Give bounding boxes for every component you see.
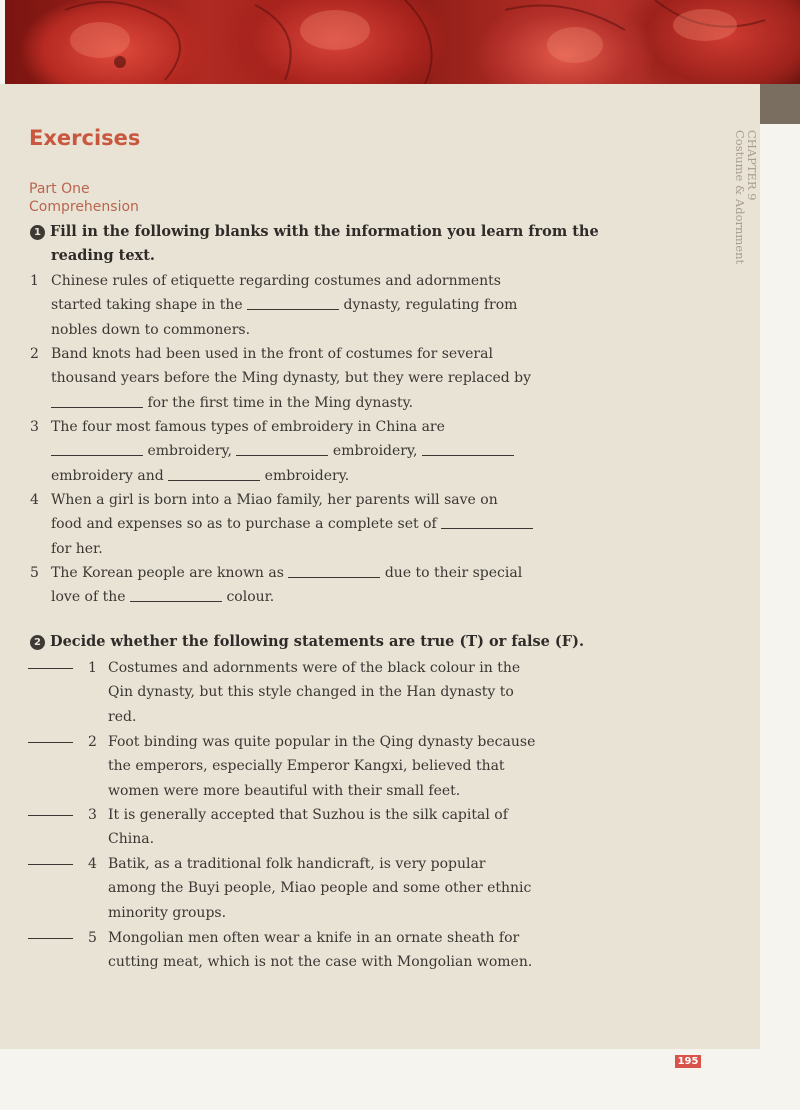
lantern-pattern	[5, 0, 800, 84]
part-subtitle: Comprehension	[29, 199, 139, 215]
item-text: embroidery,	[143, 443, 237, 460]
item-text: embroidery,	[328, 443, 422, 460]
margin-strip	[760, 84, 800, 124]
item-line	[30, 415, 530, 439]
item-text: dynasty, regulating from	[339, 297, 518, 314]
item-line	[30, 585, 530, 609]
tf-answer-blank[interactable]	[28, 938, 73, 939]
q1-marker-icon: 1	[30, 225, 45, 240]
item-number: 3	[30, 419, 39, 435]
answer-blank[interactable]	[441, 514, 533, 529]
tf-answer-blank[interactable]	[28, 864, 73, 865]
statement-line: among the Buyi people, Miao people and some other ethnic	[108, 880, 532, 897]
statement-line: the emperors, especially Emperor Kangxi, believed that	[108, 758, 505, 775]
part-name: Part One	[29, 181, 90, 197]
item-text: Band knots had been used in the front of costumes for several	[51, 346, 493, 362]
item-line	[30, 464, 530, 488]
tf-item	[28, 926, 548, 975]
item-number: 5	[88, 930, 97, 946]
fill-in-item	[30, 269, 530, 342]
item-text: embroidery and	[51, 467, 169, 484]
item-text: for the first time in the Ming dynasty.	[143, 394, 414, 411]
answer-blank[interactable]	[130, 587, 222, 602]
q2-marker-icon: 2	[30, 635, 45, 650]
answer-blank[interactable]	[288, 563, 380, 578]
answer-blank[interactable]	[51, 441, 143, 456]
item-text: Chinese rules of etiquette regarding costumes and adornments	[51, 273, 501, 289]
item-line	[30, 366, 530, 390]
header-photo	[5, 0, 800, 84]
statement-line: minority groups.	[108, 904, 227, 921]
item-number: 2	[88, 734, 97, 750]
item-line	[30, 561, 530, 585]
tf-item	[28, 852, 548, 925]
answer-blank[interactable]	[422, 441, 514, 456]
tf-answer-blank[interactable]	[28, 815, 73, 816]
statement-line: Foot binding was quite popular in the Qing dynasty because	[108, 734, 536, 750]
item-text: due to their special	[380, 565, 523, 581]
q1-heading-line2: reading text.	[51, 247, 155, 264]
answer-blank[interactable]	[247, 295, 339, 310]
item-line	[30, 342, 530, 366]
item-text: food and expenses so as to purchase a complete set of	[51, 516, 442, 533]
fill-in-item	[30, 488, 530, 561]
item-line	[30, 439, 530, 463]
item-number: 2	[30, 346, 39, 362]
fill-in-item	[30, 415, 530, 488]
item-number: 5	[30, 565, 39, 581]
item-line	[30, 488, 530, 512]
statement-line: cutting meat, which is not the case with Mongolian women.	[108, 954, 533, 971]
answer-blank[interactable]	[51, 393, 143, 408]
item-line	[30, 293, 530, 317]
q2-heading-text: Decide whether the following statements are true (T) or false (F).	[50, 633, 585, 650]
item-text: colour.	[222, 589, 275, 606]
item-number: 4	[30, 492, 39, 508]
q1-heading-line1: Fill in the following blanks with the information you learn from the	[50, 223, 599, 240]
fill-in-item	[30, 561, 530, 610]
statement-line: Batik, as a traditional folk handicraft, is very popular	[108, 856, 486, 872]
q1-heading	[30, 220, 599, 268]
page-number: 195	[675, 1055, 701, 1068]
statement-line: It is generally accepted that Suzhou is the silk capital of	[108, 807, 508, 823]
q2-heading	[30, 630, 584, 654]
statement-line: Mongolian men often wear a knife in an ornate sheath for	[108, 930, 520, 946]
item-text: When a girl is born into a Miao family, her parents will save on	[51, 492, 498, 508]
statement-line: women were more beautiful with their small feet.	[108, 782, 461, 799]
item-line	[30, 537, 530, 561]
answer-blank[interactable]	[168, 466, 260, 481]
statement-line: Costumes and adornments were of the black colour in the	[108, 660, 521, 676]
item-number: 3	[88, 807, 97, 823]
item-text: nobles down to commoners.	[51, 321, 251, 338]
item-text: thousand years before the Ming dynasty, but they were replaced by	[51, 370, 532, 387]
tf-answer-blank[interactable]	[28, 668, 73, 669]
chapter-label: CHAPTER 9	[745, 130, 759, 201]
statement-line: red.	[108, 708, 137, 725]
page-title: Exercises	[29, 126, 141, 150]
item-line	[30, 318, 530, 342]
item-line	[30, 512, 530, 536]
chapter-title: Costume & Adornment	[733, 130, 747, 265]
item-text: started taking shape in the	[51, 297, 248, 314]
answer-blank[interactable]	[236, 441, 328, 456]
item-text: for her.	[51, 540, 103, 557]
item-text: The four most famous types of embroidery in China are	[51, 419, 445, 435]
tf-item	[28, 803, 548, 852]
running-head	[722, 130, 762, 270]
item-line	[30, 269, 530, 293]
item-number: 1	[30, 273, 39, 289]
tf-item	[28, 730, 548, 803]
statement-line: China.	[108, 831, 155, 848]
item-text: The Korean people are known as	[51, 565, 289, 581]
fill-in-item	[30, 342, 530, 415]
part-label	[29, 180, 139, 216]
item-number: 4	[88, 856, 97, 872]
tf-item	[28, 656, 548, 729]
statement-line: Qin dynasty, but this style changed in the Han dynasty to	[108, 684, 514, 701]
item-line	[30, 391, 530, 415]
item-text: embroidery.	[260, 467, 350, 484]
item-text: love of the	[51, 589, 130, 606]
item-number: 1	[88, 660, 97, 676]
tf-answer-blank[interactable]	[28, 742, 73, 743]
